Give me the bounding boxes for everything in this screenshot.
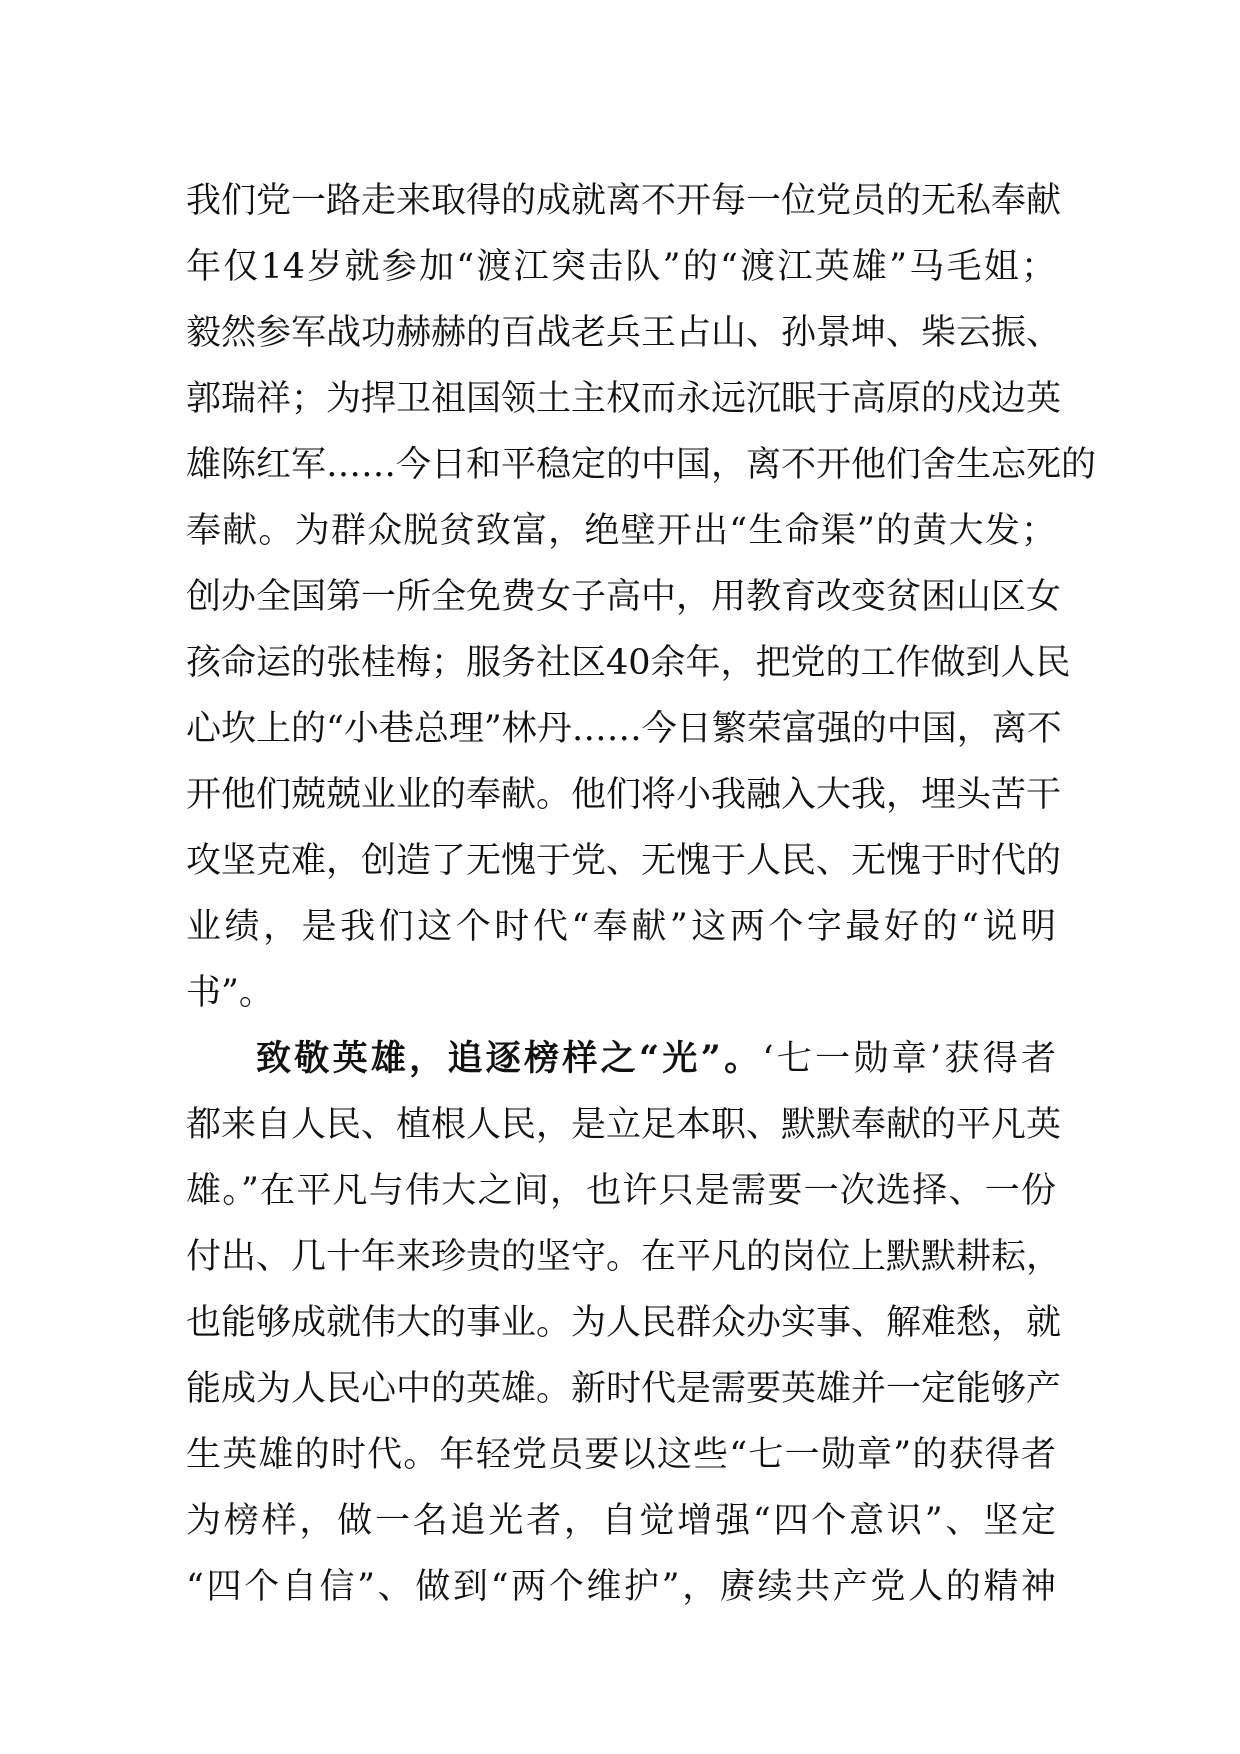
- paragraph-first-line: [186, 1026, 1056, 1092]
- text-line: 我们党一路走来取得的成就离不开每一位党员的无私奉献: [186, 181, 1062, 221]
- text-line: 心坎上的“小巷总理”林丹……今日繁荣富强的中国，离不: [186, 709, 1062, 749]
- text-line: 年仅14岁就参加“渡江突击队”的“渡江英雄”马毛姐；: [186, 247, 1056, 287]
- text-line: 能成为人民心中的英雄。新时代是需要英雄并一定能够产: [186, 1369, 1062, 1409]
- text-line: 也能够成就伟大的事业。为人民群众办实事、解难愁，就: [186, 1303, 1062, 1343]
- text-line: 创办全国第一所全免费女子高中，用教育改变贫困山区女: [186, 577, 1062, 617]
- text-line: 雄陈红军……今日和平稳定的中国，离不开他们舍生忘死的: [186, 445, 1097, 485]
- text-line: 奉献。为群众脱贫致富，绝壁开出“生命渠”的黄大发；: [186, 511, 1056, 551]
- document-page: [186, 168, 1097, 1620]
- text-line: 孩命运的张桂梅；服务社区40余年，把党的工作做到人民: [186, 643, 1071, 683]
- text-line: 业绩，是我们这个时代“奉献”这两个字最好的“说明: [186, 907, 1056, 947]
- text-line: 生英雄的时代。年轻党员要以这些“七一勋章”的获得者: [186, 1435, 1056, 1475]
- text-line: 雄。”在平凡与伟大之间，也许只是需要一次选择、一份: [186, 1171, 1056, 1211]
- text-line: “四个自信”、做到“两个维护”，赓续共产党人的精神: [186, 1567, 1056, 1607]
- text-line: 毅然参军战功赫赫的百战老兵王占山、孙景坤、柴云振、: [186, 313, 1062, 353]
- paragraph-heading: 致敬英雄，追逐榜样之“光”。: [256, 1038, 763, 1079]
- text-line: 都来自人民、植根人民，是立足本职、默默奉献的平凡英: [186, 1105, 1062, 1145]
- text-line: 为榜样，做一名追光者，自觉增强“四个意识”、坚定: [186, 1501, 1056, 1541]
- text-line: 郭瑞祥；为捍卫祖国领土主权而永远沉眠于高原的戍边英: [186, 379, 1062, 419]
- heading-line-rest: ‘七一勋章’获得者: [762, 1039, 1056, 1079]
- paragraph-1: [186, 168, 1097, 1026]
- text-line: 付出、几十年来珍贵的坚守。在平凡的岗位上默默耕耘，: [186, 1237, 1062, 1277]
- text-line: 攻坚克难，创造了无愧于党、无愧于人民、无愧于时代的: [186, 841, 1062, 881]
- text-line: 书”。: [186, 973, 274, 1013]
- paragraph-2: [186, 1026, 1062, 1620]
- text-line: 开他们兢兢业业的奉献。他们将小我融入大我，埋头苦干: [186, 775, 1062, 815]
